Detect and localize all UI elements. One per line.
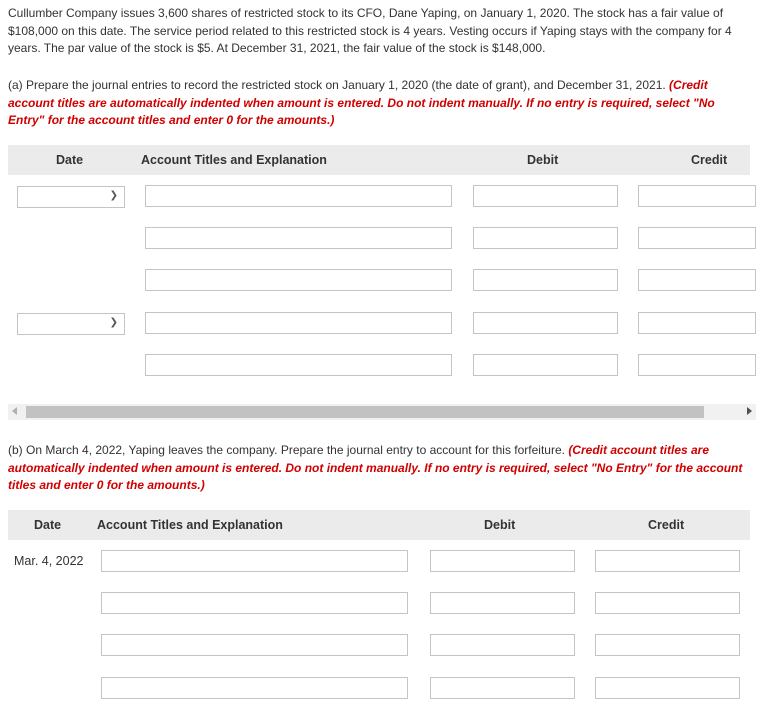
date-label: Mar. 4, 2022 bbox=[14, 554, 84, 568]
part-b-table-header bbox=[8, 510, 750, 540]
part-b-instruction: (Credit account titles are automatically indented when amount is entered. Do not indent manually. If no entry is required, select "No Entry" for the account titles and enter 0 for the amounts.) bbox=[8, 443, 743, 493]
credit-input-2[interactable] bbox=[638, 227, 756, 249]
scrollbar-thumb[interactable] bbox=[26, 406, 704, 418]
arrow-right-icon[interactable] bbox=[747, 407, 752, 415]
credit-input-b2[interactable] bbox=[595, 592, 740, 614]
header-credit: Credit bbox=[691, 153, 728, 167]
part-a-instruction: (Credit account titles are automatically indented when amount is entered. Do not indent manually. If no entry is required, select "No Entry" for the account titles and enter 0 for the amounts.) bbox=[8, 78, 715, 128]
account-input-b1[interactable] bbox=[101, 550, 408, 572]
credit-input-1[interactable] bbox=[638, 185, 756, 207]
account-input-b3[interactable] bbox=[101, 634, 408, 656]
header-account: Account Titles and Explanation bbox=[97, 518, 283, 532]
part-b-prompt bbox=[8, 442, 750, 495]
arrow-left-icon[interactable] bbox=[12, 407, 17, 415]
account-input-b2[interactable] bbox=[101, 592, 408, 614]
header-debit: Debit bbox=[484, 518, 516, 532]
debit-input-2[interactable] bbox=[473, 227, 618, 249]
part-a-table-header bbox=[8, 145, 750, 175]
header-debit: Debit bbox=[527, 153, 559, 167]
part-b-text: (b) On March 4, 2022, Yaping leaves the company. Prepare the journal entry to account for this forfeiture. bbox=[8, 443, 565, 457]
date-select-2[interactable] bbox=[17, 313, 125, 335]
account-input-3[interactable] bbox=[145, 269, 452, 291]
debit-input-4[interactable] bbox=[473, 312, 618, 334]
debit-input-3[interactable] bbox=[473, 269, 618, 291]
account-input-1[interactable] bbox=[145, 185, 452, 207]
part-a-text: (a) Prepare the journal entries to record the restricted stock on January 1, 2020 (the date of grant), and December 31, 2021. bbox=[8, 78, 666, 92]
header-date: Date bbox=[34, 518, 62, 532]
credit-input-4[interactable] bbox=[638, 312, 756, 334]
credit-input-b3[interactable] bbox=[595, 634, 740, 656]
credit-input-b4[interactable] bbox=[595, 677, 740, 699]
account-input-2[interactable] bbox=[145, 227, 452, 249]
header-account: Account Titles and Explanation bbox=[141, 153, 327, 167]
debit-input-b4[interactable] bbox=[430, 677, 575, 699]
debit-input-b3[interactable] bbox=[430, 634, 575, 656]
chevron-down-icon: ❯ bbox=[109, 190, 118, 201]
credit-input-5[interactable] bbox=[638, 354, 756, 376]
part-a-prompt bbox=[8, 77, 750, 130]
account-input-4[interactable] bbox=[145, 312, 452, 334]
debit-input-1[interactable] bbox=[473, 185, 618, 207]
chevron-down-icon: ❯ bbox=[109, 317, 118, 328]
debit-input-b2[interactable] bbox=[430, 592, 575, 614]
date-select-1[interactable] bbox=[17, 186, 125, 208]
header-date: Date bbox=[56, 153, 84, 167]
account-input-b4[interactable] bbox=[101, 677, 408, 699]
account-input-5[interactable] bbox=[145, 354, 452, 376]
debit-input-b1[interactable] bbox=[430, 550, 575, 572]
header-credit: Credit bbox=[648, 518, 685, 532]
credit-input-b1[interactable] bbox=[595, 550, 740, 572]
horizontal-scrollbar[interactable] bbox=[8, 404, 756, 420]
credit-input-3[interactable] bbox=[638, 269, 756, 291]
problem-statement: Cullumber Company issues 3,600 shares of restricted stock to its CFO, Dane Yaping, on January 1, 2020. The stock has a fair value of $108,000 on this date. The service period related to this restricted stock is 4 years. Vesting occurs if Yaping stays with the company for 4 years. The par value of the stock is $5. At December 31, 2021, the fair value of the stock is $148,000. bbox=[8, 6, 732, 56]
debit-input-5[interactable] bbox=[473, 354, 618, 376]
